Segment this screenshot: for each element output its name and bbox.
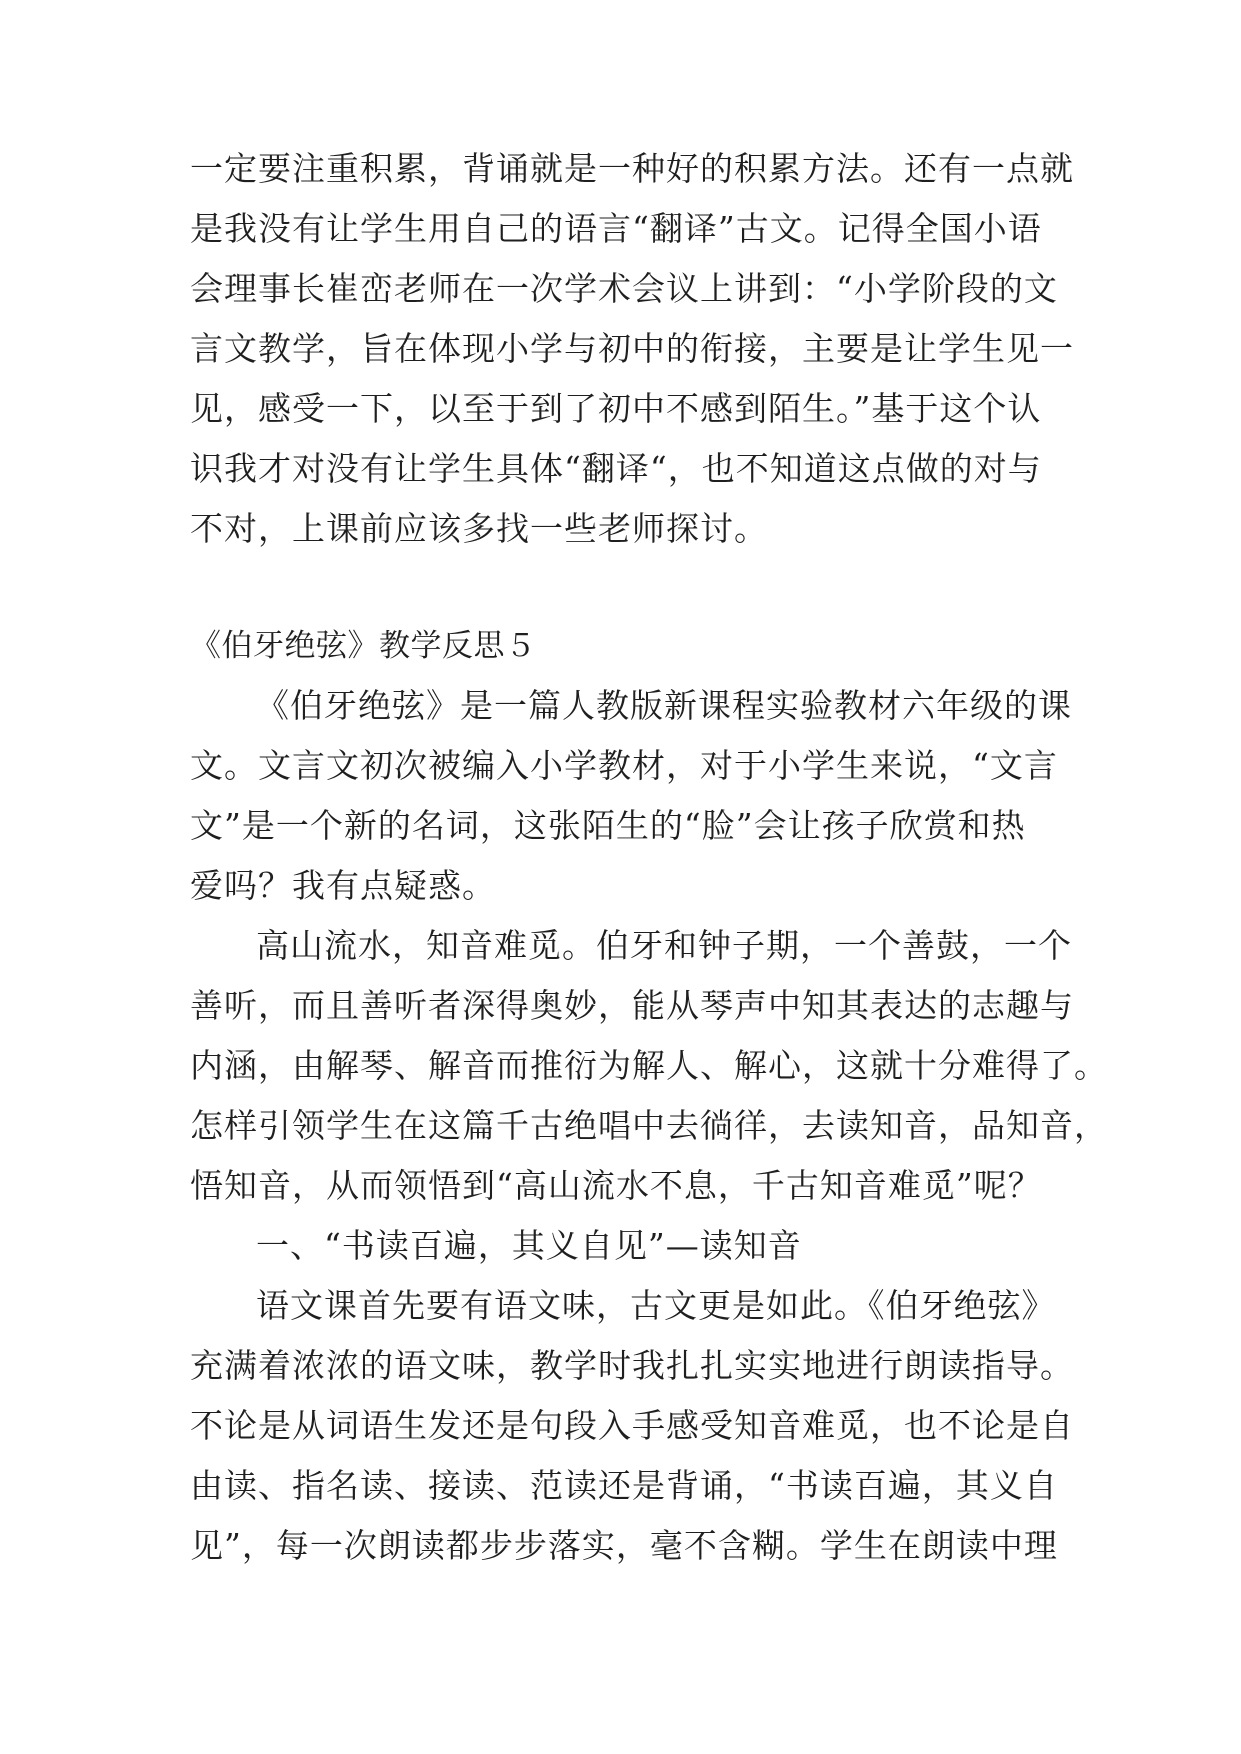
text-line: 是我没有让学生用自己的语言“翻译”古文。记得全国小语 [190,209,1042,248]
text-line: 内涵，由解琴、解音而推衍为解人、解心，这就十分难得了。 [190,1046,1108,1085]
text-line: 由读、指名读、接读、范读还是背诵，“书读百遍，其义自 [190,1466,1058,1505]
text-line: 不论是从词语生发还是句段入手感受知音难觅，也不论是自 [190,1406,1074,1445]
text-line: 高山流水，知音难觅。伯牙和钟子期，一个善鼓，一个 [256,926,1072,965]
text-line: 善听，而且善听者深得奥妙，能从琴声中知其表达的志趣与 [190,986,1074,1025]
text-line: 一定要注重积累，背诵就是一种好的积累方法。还有一点就 [190,149,1074,188]
text-line: 见”，每一次朗读都步步落实，毫不含糊。学生在朗读中理 [190,1526,1058,1565]
text-line: 不对，上课前应该多找一些老师探讨。 [190,509,768,548]
text-line: 爱吗？我有点疑惑。 [190,866,496,905]
text-line: 文”是一个新的名词，这张陌生的“脸”会让孩子欣赏和热 [190,806,1026,845]
text-line: 言文教学，旨在体现小学与初中的衔接，主要是让学生见一 [190,329,1074,368]
text-line: 文。文言文初次被编入小学教材，对于小学生来说，“文言 [190,746,1058,785]
section-title: 《伯牙绝弦》教学反思５ [190,628,537,664]
subheading: 一、“书读百遍，其义自见”—读知音 [256,1226,802,1265]
text-line: 悟知音，从而领悟到“高山流水不息，千古知音难觅”呢？ [190,1166,1042,1205]
text-line: 怎样引领学生在这篇千古绝唱中去徜徉，去读知音，品知音， [190,1106,1108,1145]
text-line: 会理事长崔峦老师在一次学术会议上讲到：“小学阶段的文 [190,269,1058,308]
text-line: 充满着浓浓的语文味，教学时我扎扎实实地进行朗读指导。 [190,1346,1074,1385]
text-line: 《伯牙绝弦》是一篇人教版新课程实验教材六年级的课 [256,686,1072,725]
text-line: 见，感受一下，以至于到了初中不感到陌生。”基于这个认 [190,389,1042,428]
text-line: 识我才对没有让学生具体“翻译“，也不知道这点做的对与 [190,449,1042,488]
text-line: 语文课首先要有语文味，古文更是如此。《伯牙绝弦》 [256,1286,1056,1325]
